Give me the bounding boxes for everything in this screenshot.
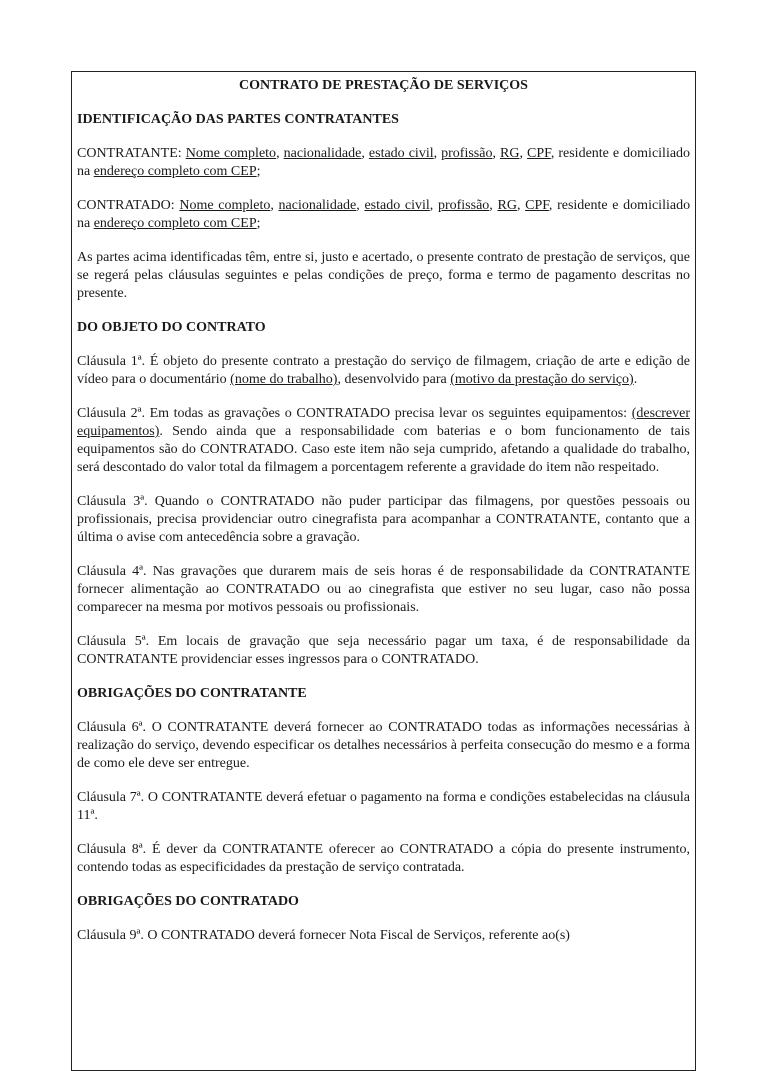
contratado-address: endereço completo com CEP	[93, 216, 257, 231]
contratante-nationality: nacionalidade	[283, 146, 362, 161]
clause-3: Cláusula 3ª. Quando o CONTRATADO não puder participar das filmagens, por questões pessoais ou profissionais, precisa providenciar outro cinegrafista para acompanhar a CONTRATANTE, contanto que a última o avise com antecedência sobre a gravação.	[77, 494, 690, 545]
object-heading: DO OBJETO DO CONTRATO	[77, 320, 266, 335]
contratado-label: CONTRATADO:	[77, 198, 180, 213]
contratante-civil-status: estado civil	[368, 146, 434, 161]
contratante-cpf: CPF	[527, 146, 551, 161]
contratado-obligations-heading: OBRIGAÇÕES DO CONTRATADO	[77, 894, 299, 909]
clause-2-text-b: . Sendo ainda que a responsabilidade com baterias e o bom funcionamento de tais equipamentos são do CONTRATADO. Caso este item não seja cumprido, afetando a qualidade do trabalho, será descontado do valor total da filmagem a porcentagem referente a gravidade do item não respeitado.	[77, 424, 690, 475]
clause-9: Cláusula 9ª. O CONTRATADO deverá fornecer Nota Fiscal de Serviços, referente ao(s)	[77, 928, 570, 943]
clause-2-text-a: Cláusula 2ª. Em todas as gravações o CONTRATADO precisa levar os seguintes equipamentos:	[77, 406, 632, 421]
contratante-name: Nome completo	[185, 146, 277, 161]
clause-2-equipment: (descrever equipamentos)	[77, 406, 690, 439]
contratante-residence-text: , residente e domiciliado na	[77, 146, 691, 179]
clause-4: Cláusula 4ª. Nas gravações que durarem mais de seis horas é de responsabilidade da CONTRATANTE fornecer alimentação ao CONTRATADO ou ao cinegrafista que estiver no seu lugar, caso não possa comparecer na mesma por motivos pessoais ou profissionais.	[77, 564, 690, 615]
clause-2	[77, 405, 690, 477]
contratado-rg: RG	[497, 198, 517, 213]
contratado-civil-status: estado civil	[364, 198, 430, 213]
contratado-name: Nome completo	[179, 198, 271, 213]
contratante-address: endereço completo com CEP	[93, 164, 257, 179]
contratado-residence-text: , residente e domiciliado na	[77, 198, 691, 231]
contratante-label: CONTRATANTE:	[77, 146, 186, 161]
contract-page	[71, 71, 696, 1071]
clause-8: Cláusula 8ª. É dever da CONTRATANTE oferecer ao CONTRATADO a cópia do presente instrumento, contendo todas as especificidades da prestação de serviço contratada.	[77, 842, 690, 875]
clause-1-motive: (motivo da prestação do serviço)	[450, 372, 634, 387]
clause-5: Cláusula 5ª. Em locais de gravação que seja necessário pagar um taxa, é de responsabilidade da CONTRATANTE providenciar esses ingressos para o CONTRATADO.	[77, 634, 690, 667]
parties-heading: IDENTIFICAÇÃO DAS PARTES CONTRATANTES	[77, 112, 399, 127]
clause-1-work-name: (nome do trabalho)	[230, 372, 338, 387]
clause-1-text-c: .	[633, 372, 638, 387]
contratado-profession: profissão	[437, 198, 490, 213]
contratado-nationality: nacionalidade	[278, 198, 357, 213]
clause-1	[77, 353, 690, 389]
contratante-paragraph: CONTRATANTE: Nome completo, nacionalidade, estado civil, profissão, RG, CPF, residente e domiciliado na endereço completo com CEP;	[77, 146, 691, 179]
contratante-rg: RG	[500, 146, 520, 161]
contratado-paragraph: CONTRATADO: Nome completo, nacionalidade, estado civil, profissão, RG, CPF, residente e domiciliado na endereço completo com CEP;	[77, 198, 691, 231]
contratado-cpf: CPF	[525, 198, 549, 213]
clause-1-text-b: , desenvolvido para	[337, 372, 451, 387]
clause-7: Cláusula 7ª. O CONTRATANTE deverá efetuar o pagamento na forma e condições estabelecidas na cláusula 11ª.	[77, 790, 690, 823]
contratante-obligations-heading: OBRIGAÇÕES DO CONTRATANTE	[77, 686, 307, 701]
clause-1-text-a: Cláusula 1ª. É objeto do presente contrato a prestação do serviço de filmagem, criação de arte e edição de vídeo para o documentário	[77, 354, 690, 387]
clause-6: Cláusula 6ª. O CONTRATANTE deverá fornecer ao CONTRATADO todas as informações necessárias à realização do serviço, devendo especificar os detalhes necessários à perfeita consecução do mesmo e a forma de como ele deve ser entregue.	[77, 720, 690, 771]
document-title: CONTRATO DE PRESTAÇÃO DE SERVIÇOS	[239, 78, 528, 93]
contratante-profession: profissão	[441, 146, 493, 161]
parties-intro-paragraph: As partes acima identificadas têm, entre si, justo e acertado, o presente contrato de prestação de serviços, que se regerá pelas cláusulas seguintes e pelas condições de preço, forma e termo de pagamento descritas no presente.	[77, 250, 690, 301]
